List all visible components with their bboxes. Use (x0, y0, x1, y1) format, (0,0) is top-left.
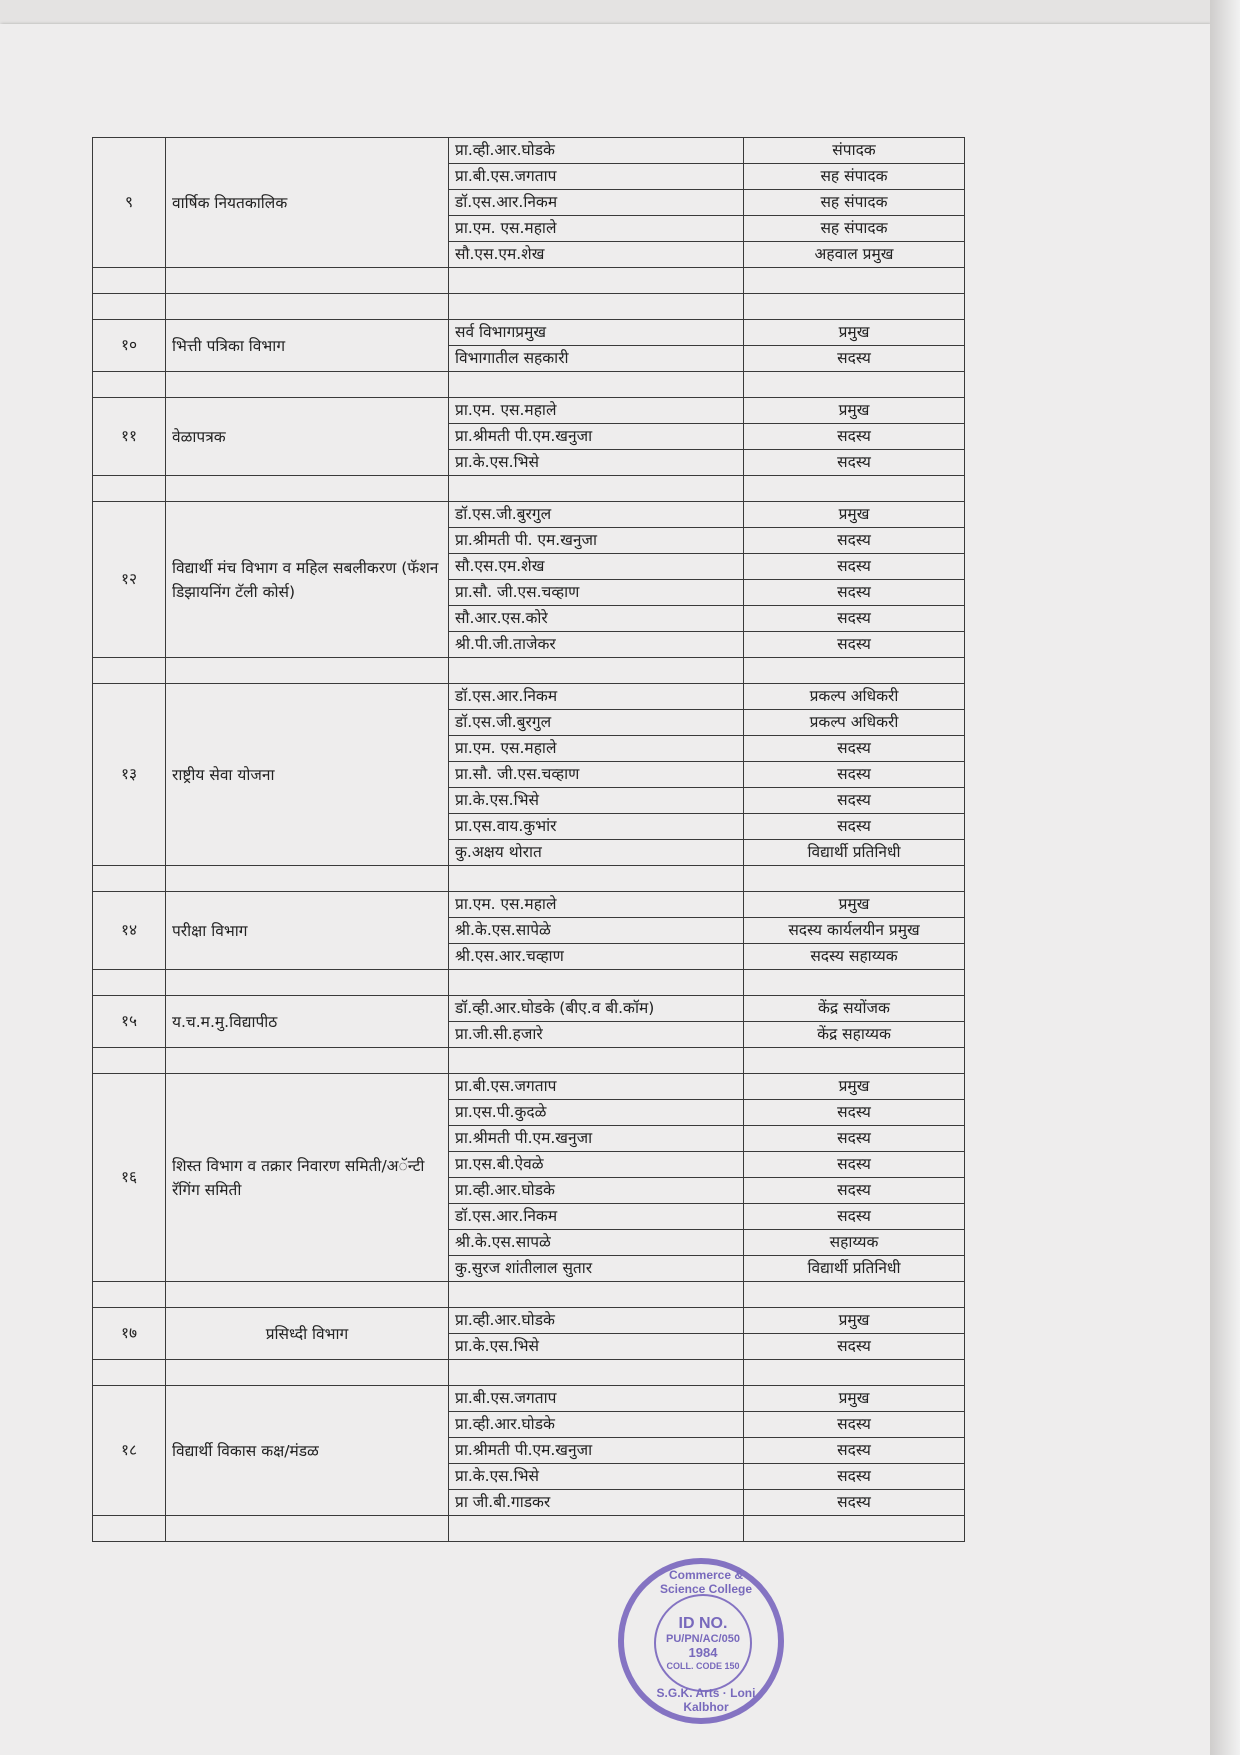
empty-cell (449, 1048, 744, 1074)
section-spacer-row (93, 658, 965, 684)
empty-cell (166, 1282, 449, 1308)
member-role: सह संपादक (744, 190, 965, 216)
empty-cell (449, 970, 744, 996)
section-spacer-row (93, 1516, 965, 1542)
member-role: सदस्य सहाय्यक (744, 944, 965, 970)
member-row (93, 684, 965, 710)
member-name: श्री.एस.आर.चव्हाण (449, 944, 744, 970)
empty-cell (449, 1516, 744, 1542)
committee-name: परीक्षा विभाग (166, 892, 449, 970)
stamp-ring-top: Commerce & Science College (659, 1568, 753, 1596)
member-role: संपादक (744, 138, 965, 164)
empty-cell (166, 1048, 449, 1074)
member-name: श्री.पी.जी.ताजेकर (449, 632, 744, 658)
section-number: १२ (93, 502, 166, 658)
empty-cell (93, 294, 166, 320)
empty-cell (744, 658, 965, 684)
member-role: सदस्य (744, 606, 965, 632)
member-name: विभागातील सहकारी (449, 346, 744, 372)
member-name: श्री.के.एस.सापळे (449, 1230, 744, 1256)
member-role: सदस्य (744, 1126, 965, 1152)
committee-name: भित्ती पत्रिका विभाग (166, 320, 449, 372)
empty-cell (166, 476, 449, 502)
member-name: प्रा.एम. एस.महाले (449, 892, 744, 918)
stamp-year: 1984 (688, 1644, 718, 1660)
member-role: विद्यार्थी प्रतिनिधी (744, 1256, 965, 1282)
section-number: ११ (93, 398, 166, 476)
empty-cell (166, 1516, 449, 1542)
committee-name: वार्षिक नियतकालिक (166, 138, 449, 268)
empty-cell (166, 866, 449, 892)
member-role: सदस्य (744, 762, 965, 788)
stamp-coll-code: COLL. CODE 150 (666, 1660, 740, 1671)
member-role: प्रमुख (744, 1386, 965, 1412)
member-role: सदस्य (744, 424, 965, 450)
stamp-id-label: ID NO. (678, 1614, 728, 1632)
empty-cell (449, 268, 744, 294)
empty-cell (449, 294, 744, 320)
empty-cell (93, 1516, 166, 1542)
section-number: १६ (93, 1074, 166, 1282)
empty-cell (744, 1360, 965, 1386)
empty-cell (744, 294, 965, 320)
empty-cell (166, 970, 449, 996)
empty-cell (93, 866, 166, 892)
section-spacer-row (93, 970, 965, 996)
member-role: सदस्य (744, 1152, 965, 1178)
stamp-id-number: PU/PN/AC/050 (666, 1633, 740, 1646)
empty-cell (93, 970, 166, 996)
member-role: सदस्य (744, 528, 965, 554)
member-role: सदस्य (744, 1412, 965, 1438)
member-name: प्रा.एम. एस.महाले (449, 736, 744, 762)
college-stamp (618, 1558, 784, 1724)
member-name: कु.अक्षय थोरात (449, 840, 744, 866)
member-name: प्रा.श्रीमती पी. एम.खनुजा (449, 528, 744, 554)
empty-cell (93, 476, 166, 502)
section-number: १७ (93, 1308, 166, 1360)
member-name: प्रा.व्ही.आर.घोडके (449, 138, 744, 164)
section-spacer-row (93, 866, 965, 892)
member-name: डॉ.व्ही.आर.घोडके (बीए.व बी.कॉम) (449, 996, 744, 1022)
member-role: सदस्य (744, 788, 965, 814)
member-role: सदस्य (744, 1178, 965, 1204)
member-name: प्रा.एस.बी.ऐवळे (449, 1152, 744, 1178)
member-role: सदस्य (744, 736, 965, 762)
committee-name: विद्यार्थी विकास कक्ष/मंडळ (166, 1386, 449, 1516)
member-name: श्री.के.एस.सापेळे (449, 918, 744, 944)
section-spacer-row (93, 1048, 965, 1074)
empty-cell (166, 1360, 449, 1386)
member-role: प्रमुख (744, 398, 965, 424)
section-number: ९ (93, 138, 166, 268)
member-name: कु.सुरज शांतीलाल सुतार (449, 1256, 744, 1282)
member-role: सदस्य (744, 814, 965, 840)
member-role: केंद्र सयोंजक (744, 996, 965, 1022)
section-spacer-row (93, 476, 965, 502)
empty-cell (744, 1282, 965, 1308)
member-name: प्रा.श्रीमती पी.एम.खनुजा (449, 1438, 744, 1464)
committee-name: वेळापत्रक (166, 398, 449, 476)
member-name: प्रा.बी.एस.जगताप (449, 1074, 744, 1100)
section-number: १५ (93, 996, 166, 1048)
empty-cell (93, 268, 166, 294)
member-name: सौ.एस.एम.शेख (449, 242, 744, 268)
empty-cell (744, 476, 965, 502)
member-role: सदस्य (744, 1204, 965, 1230)
member-name: प्रा.सौ. जी.एस.चव्हाण (449, 580, 744, 606)
member-name: प्रा.बी.एस.जगताप (449, 164, 744, 190)
member-name: सर्व विभागप्रमुख (449, 320, 744, 346)
member-role: सदस्य (744, 632, 965, 658)
committee-table-body (93, 138, 965, 1542)
member-name: सौ.आर.एस.कोरे (449, 606, 744, 632)
member-name: डॉ.एस.आर.निकम (449, 190, 744, 216)
member-name: डॉ.एस.जी.बुरगुल (449, 710, 744, 736)
member-name: प्रा.एस.वाय.कुभांर (449, 814, 744, 840)
member-name: प्रा.एम. एस.महाले (449, 216, 744, 242)
member-role: सह संपादक (744, 164, 965, 190)
member-name: प्रा.जी.सी.हजारे (449, 1022, 744, 1048)
empty-cell (744, 1048, 965, 1074)
empty-cell (744, 1516, 965, 1542)
member-name: प्रा.एस.पी.कुदळे (449, 1100, 744, 1126)
empty-cell (449, 476, 744, 502)
member-name: प्रा.व्ही.आर.घोडके (449, 1412, 744, 1438)
member-name: प्रा.के.एस.भिसे (449, 788, 744, 814)
member-role: सदस्य (744, 450, 965, 476)
member-row (93, 1074, 965, 1100)
member-name: प्रा.एम. एस.महाले (449, 398, 744, 424)
member-row (93, 892, 965, 918)
committee-table (92, 137, 965, 1542)
section-spacer-row (93, 268, 965, 294)
committee-name: य.च.म.मु.विद्यापीठ (166, 996, 449, 1048)
member-role: प्रमुख (744, 892, 965, 918)
empty-cell (166, 658, 449, 684)
empty-cell (93, 658, 166, 684)
member-role: सह संपादक (744, 216, 965, 242)
member-row (93, 1308, 965, 1334)
member-name: प्रा.श्रीमती पी.एम.खनुजा (449, 424, 744, 450)
empty-cell (93, 1282, 166, 1308)
member-role: सदस्य (744, 554, 965, 580)
section-number: १८ (93, 1386, 166, 1516)
section-spacer-row (93, 294, 965, 320)
member-role: सदस्य (744, 580, 965, 606)
empty-cell (744, 372, 965, 398)
committee-name: शिस्त विभाग व तक्रार निवारण समिती/अॅन्टी रॅगिंग समिती (166, 1074, 449, 1282)
page-edge (1210, 0, 1240, 1755)
member-role: प्रकल्प अधिकरी (744, 684, 965, 710)
empty-cell (449, 372, 744, 398)
empty-cell (166, 294, 449, 320)
member-role: प्रमुख (744, 502, 965, 528)
member-name: प्रा.बी.एस.जगताप (449, 1386, 744, 1412)
member-name: डॉ.एस.आर.निकम (449, 1204, 744, 1230)
member-role: अहवाल प्रमुख (744, 242, 965, 268)
member-name: प्रा.व्ही.आर.घोडके (449, 1308, 744, 1334)
empty-cell (166, 268, 449, 294)
section-spacer-row (93, 1282, 965, 1308)
committee-name: विद्यार्थी मंच विभाग व महिल सबलीकरण (फॅशन डिझायनिंग टॅली कोर्स) (166, 502, 449, 658)
member-role: सदस्य (744, 1438, 965, 1464)
member-role: सहाय्यक (744, 1230, 965, 1256)
member-row (93, 1386, 965, 1412)
member-name: प्रा.सौ. जी.एस.चव्हाण (449, 762, 744, 788)
stamp-ring-bottom: S.G.K. Arts · Loni Kalbhor (656, 1686, 756, 1714)
member-row (93, 398, 965, 424)
member-name: प्रा.के.एस.भिसे (449, 1464, 744, 1490)
empty-cell (449, 1360, 744, 1386)
empty-cell (744, 970, 965, 996)
empty-cell (166, 372, 449, 398)
empty-cell (93, 1360, 166, 1386)
member-role: सदस्य (744, 1334, 965, 1360)
empty-cell (744, 866, 965, 892)
committee-name: राष्ट्रीय सेवा योजना (166, 684, 449, 866)
member-role: विद्यार्थी प्रतिनिधी (744, 840, 965, 866)
member-role: सदस्य (744, 1490, 965, 1516)
section-spacer-row (93, 1360, 965, 1386)
member-name: प्रा.के.एस.भिसे (449, 1334, 744, 1360)
member-name: डॉ.एस.आर.निकम (449, 684, 744, 710)
member-name: डॉ.एस.जी.बुरगुल (449, 502, 744, 528)
member-role: प्रमुख (744, 1308, 965, 1334)
member-name: प्रा जी.बी.गाडकर (449, 1490, 744, 1516)
member-row (93, 996, 965, 1022)
member-role: सदस्य कार्यलयीन प्रमुख (744, 918, 965, 944)
section-spacer-row (93, 372, 965, 398)
section-number: १४ (93, 892, 166, 970)
member-role: प्रमुख (744, 1074, 965, 1100)
member-role: सदस्य (744, 1100, 965, 1126)
empty-cell (744, 268, 965, 294)
member-role: प्रकल्प अधिकरी (744, 710, 965, 736)
empty-cell (449, 658, 744, 684)
empty-cell (449, 1282, 744, 1308)
member-row (93, 320, 965, 346)
empty-cell (449, 866, 744, 892)
member-row (93, 138, 965, 164)
member-role: सदस्य (744, 1464, 965, 1490)
member-name: प्रा.श्रीमती पी.एम.खनुजा (449, 1126, 744, 1152)
empty-cell (93, 372, 166, 398)
section-number: १० (93, 320, 166, 372)
empty-cell (93, 1048, 166, 1074)
member-role: केंद्र सहाय्यक (744, 1022, 965, 1048)
member-role: सदस्य (744, 346, 965, 372)
committee-name: प्रसिध्दी विभाग (166, 1308, 449, 1360)
section-number: १३ (93, 684, 166, 866)
stamp-center (654, 1594, 752, 1692)
member-name: प्रा.के.एस.भिसे (449, 450, 744, 476)
member-name: प्रा.व्ही.आर.घोडके (449, 1178, 744, 1204)
member-role: प्रमुख (744, 320, 965, 346)
member-name: सौ.एस.एम.शेख (449, 554, 744, 580)
member-row (93, 502, 965, 528)
